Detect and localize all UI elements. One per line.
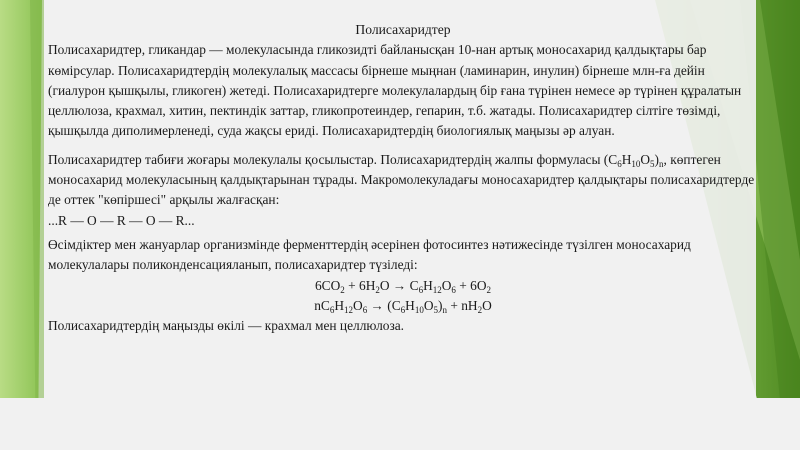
- chain-formula: ...R — O — R — O — R...: [48, 212, 195, 228]
- slide-title: Полисахаридтер: [355, 22, 451, 37]
- paragraph-formula: Полисахаридтер табиғи жоғары молекулалы қосылыстар. Полисахаридтердің жалпы формуласы $(C_6H_{10}O_5)_n$, көптеген моносахарид молекуласының қалдықтарынан тұрады. Макромолекуладағы моносахаридтер қалдықтары полисахаридтерде де оттек "көпіршесі" арқылы жалғасқан:: [48, 151, 755, 208]
- paragraph-definition: Полисахаридтер, гликандар — молекуласында гликозидті байланысқан 10-нан артық моносахарид қалдықтары бар көмірсулар. Полисахаридтердің молекулалық массасы бірнеше мыңнан (ламинарин, инулин) бірнеше млн-ға дейін (гиалурон қышқылы, гликоген) жетеді. Полисахаридтерге молекулалардың бір ғана түрінен немесе әр түрінен құралатын целлюлоза, крахмал, хитин, пектиндік заттар, гликопротеиндер, гепарин, т.б. жатады. Полисахаридтер сілтіге төзімді, қышқылда диполимерленеді, суда жақсы ериді. Полисахаридтердің биологиялық маңызы әр алуан.: [48, 42, 742, 139]
- bottom-panel: [0, 398, 800, 450]
- slide-content: [48, 20, 758, 336]
- paragraph-conclusion: Полисахаридтердің маңызды өкілі — крахмал мен целлюлоза.: [48, 318, 405, 334]
- paragraph-synthesis: Өсімдіктер мен жануарлар организмінде ферменттердің әсерінен фотосинтез нәтижесінде түзілген моносахарид молекулалары поликонденсацияланып, полисахаридтер түзіледі:: [48, 236, 691, 273]
- formula-text: Полисахаридтер табиғи жоғары молекулалы қосылыстар. Полисахаридтердің жалпы формуласы (C: [48, 151, 618, 167]
- equation-photosynthesis: $6CO_2 + 6H_2O \to C_6H_{12}O_6 + 6O_2$: [314, 277, 492, 295]
- equation-polycondensation: $nC_6H_{12}O_6 \to (C_6H_{10}O_5)_n + nH_2O$: [314, 297, 492, 315]
